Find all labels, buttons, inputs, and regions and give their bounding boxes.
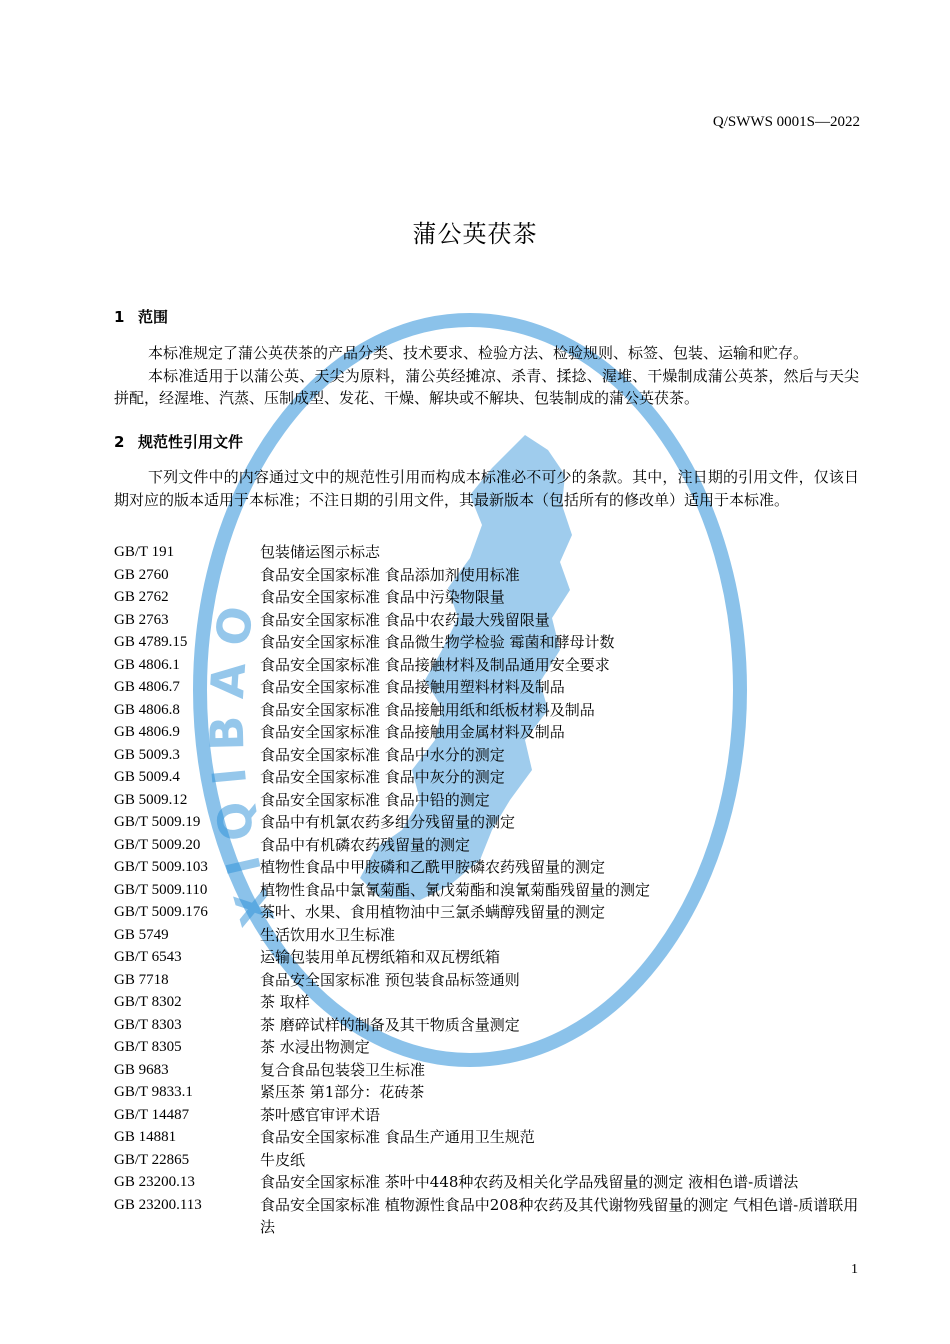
page-number: 1 [851,1262,858,1277]
reference-title: 食品安全国家标准 食品中灰分的测定 [260,768,505,786]
reference-code: GB 2763 [114,611,169,628]
reference-row [114,609,864,632]
reference-row [114,991,864,1014]
reference-row [114,1014,864,1037]
reference-title: 食品安全国家标准 食品中铅的测定 [260,790,490,809]
reference-code: GB 14881 [114,1129,177,1145]
reference-title: 食品安全国家标准 食品微生物学检验 霉菌和酵母计数 [260,633,615,651]
reference-code: GB 4806.1 [114,656,180,673]
reference-row [114,766,864,789]
reference-row [114,586,864,609]
reference-code: GB/T 8303 [114,1016,182,1033]
reference-code: GB 23200.113 [114,1196,202,1213]
reference-code: GB 7718 [114,971,169,988]
reference-row [114,1104,864,1127]
reference-code: GB/T 8305 [114,1039,182,1055]
reference-code: GB/T 191 [114,544,175,560]
reference-title: 食品中有机氯农药多组分残留量的测定 [260,813,516,831]
reference-row [114,1059,864,1082]
reference-code: GB/T 5009.110 [114,881,208,898]
reference-title: 食品安全国家标准 食品接触用金属材料及制品 [260,723,565,741]
reference-title: 牛皮纸 [260,1150,306,1169]
reference-code: GB 5749 [114,926,169,943]
reference-row [114,541,864,564]
section-number: 1 [114,308,125,326]
reference-row [114,924,864,947]
document-code: Q/SWWS 0001S—2022 [712,114,860,130]
reference-title: 茶叶感官审评术语 [260,1105,381,1124]
reference-row [114,654,864,677]
reference-title: 食品安全国家标准 茶叶中448种农药及相关化学品残留量的测定 液相色谱-质谱法 [260,1173,799,1191]
reference-code: GB/T 22865 [114,1151,190,1168]
reference-title: 食品安全国家标准 食品中农药最大残留限量 [260,610,550,629]
reference-list [114,541,864,1239]
reference-code: GB 5009.4 [114,769,180,785]
reference-title: 食品安全国家标准 植物源性食品中208种农药及其代谢物残留量的测定 气相色谱-质谱联用法 [260,1195,859,1236]
reference-row [114,834,864,857]
reference-code: GB/T 5009.19 [114,814,201,830]
reference-code: GB/T 6543 [114,949,182,965]
reference-title: 茶 磨碎试样的制备及其干物质含量测定 [260,1015,520,1034]
reference-row [114,789,864,812]
reference-code: GB 4806.8 [114,701,180,718]
reference-row [114,969,864,992]
reference-row [114,564,864,587]
reference-code: GB 4806.9 [114,724,180,740]
reference-title: 紧压茶 第1部分：花砖茶 [260,1083,425,1101]
reference-row [114,856,864,879]
reference-row [114,811,864,834]
reference-code: GB 5009.12 [114,791,188,808]
reference-title: 茶叶、水果、食用植物油中三氯杀螨醇残留量的测定 [260,903,606,921]
reference-code: GB 2760 [114,566,169,583]
reference-code: GB 4806.7 [114,679,180,695]
reference-title: 食品安全国家标准 食品接触用纸和纸板材料及制品 [260,700,595,719]
watermark-text: X I Q I B A O [199,602,286,932]
reference-row [114,901,864,924]
reference-code: GB/T 5009.20 [114,836,201,853]
reference-title: 食品中有机磷农药残留量的测定 [260,835,471,854]
reference-row [114,699,864,722]
reference-title: 茶 水浸出物测定 [260,1038,370,1056]
reference-row [114,721,864,744]
reference-title: 食品安全国家标准 食品中水分的测定 [260,745,505,764]
reference-code: GB/T 5009.176 [114,904,208,920]
reference-row [114,1171,864,1194]
reference-code: GB 4789.15 [114,634,188,650]
reference-code: GB 2762 [114,589,169,605]
reference-title: 食品安全国家标准 食品接触用塑料材料及制品 [260,678,565,696]
scope-paragraph: 本标准适用于以蒲公英、天尖为原料，蒲公英经摊凉、杀青、揉捻、渥堆、干燥制成蒲公英茶，然后与天尖拼配，经渥堆、汽蒸、压制成型、发花、干燥、解块或不解块、包装制成的蒲公英茯茶。 [114,366,859,407]
reference-title: 生活饮用水卫生标准 [260,925,396,944]
reference-row [114,879,864,902]
scope-paragraph: 本标准规定了蒲公英茯茶的产品分类、技术要求、检验方法、检验规则、标签、包装、运输和贮存。 [148,344,809,362]
reference-row [114,631,864,654]
reference-title: 包装储运图示标志 [260,543,381,561]
section-title: 范围 [138,308,169,326]
reference-row [114,1194,864,1239]
reference-title: 食品安全国家标准 食品添加剂使用标准 [260,565,520,584]
reference-row [114,946,864,969]
reference-intro [114,466,859,511]
section-title: 规范性引用文件 [138,433,244,451]
reference-title: 复合食品包装袋卫生标准 [260,1060,426,1079]
scope-text [114,342,859,410]
reference-code: GB/T 8302 [114,994,182,1010]
reference-code: GB/T 9833.1 [114,1084,193,1100]
reference-title: 食品安全国家标准 食品生产通用卫生规范 [260,1128,535,1146]
reference-title: 食品安全国家标准 食品中污染物限量 [260,588,505,606]
section-heading-references [114,431,243,452]
reference-code: GB/T 5009.103 [114,859,208,875]
reference-code: GB/T 14487 [114,1106,190,1123]
section-number: 2 [114,433,125,451]
reference-row [114,1081,864,1104]
reference-row [114,676,864,699]
reference-row [114,744,864,767]
section-heading-scope [114,306,168,327]
reference-code: GB 5009.3 [114,746,180,763]
reference-title: 植物性食品中甲胺磷和乙酰甲胺磷农药残留量的测定 [260,858,606,876]
reference-intro-paragraph: 下列文件中的内容通过文中的规范性引用而构成本标准必不可少的条款。其中，注日期的引用文件，仅该日期对应的版本适用于本标准；不注日期的引用文件，其最新版本（包括所有的修改单）适用于本标准。 [114,468,859,509]
reference-title: 食品安全国家标准 食品接触材料及制品通用安全要求 [260,655,610,674]
reference-title: 植物性食品中氯氰菊酯、氰戊菊酯和溴氰菊酯残留量的测定 [260,880,651,899]
reference-title: 茶 取样 [260,993,310,1011]
reference-code: GB 23200.13 [114,1174,195,1190]
reference-row [114,1126,864,1149]
reference-code: GB 9683 [114,1061,169,1078]
reference-title: 食品安全国家标准 预包装食品标签通则 [260,970,520,989]
reference-title: 运输包装用单瓦楞纸箱和双瓦楞纸箱 [260,948,501,966]
reference-row [114,1036,864,1059]
document-title: 蒲公英茯茶 [412,220,538,248]
reference-row [114,1149,864,1172]
